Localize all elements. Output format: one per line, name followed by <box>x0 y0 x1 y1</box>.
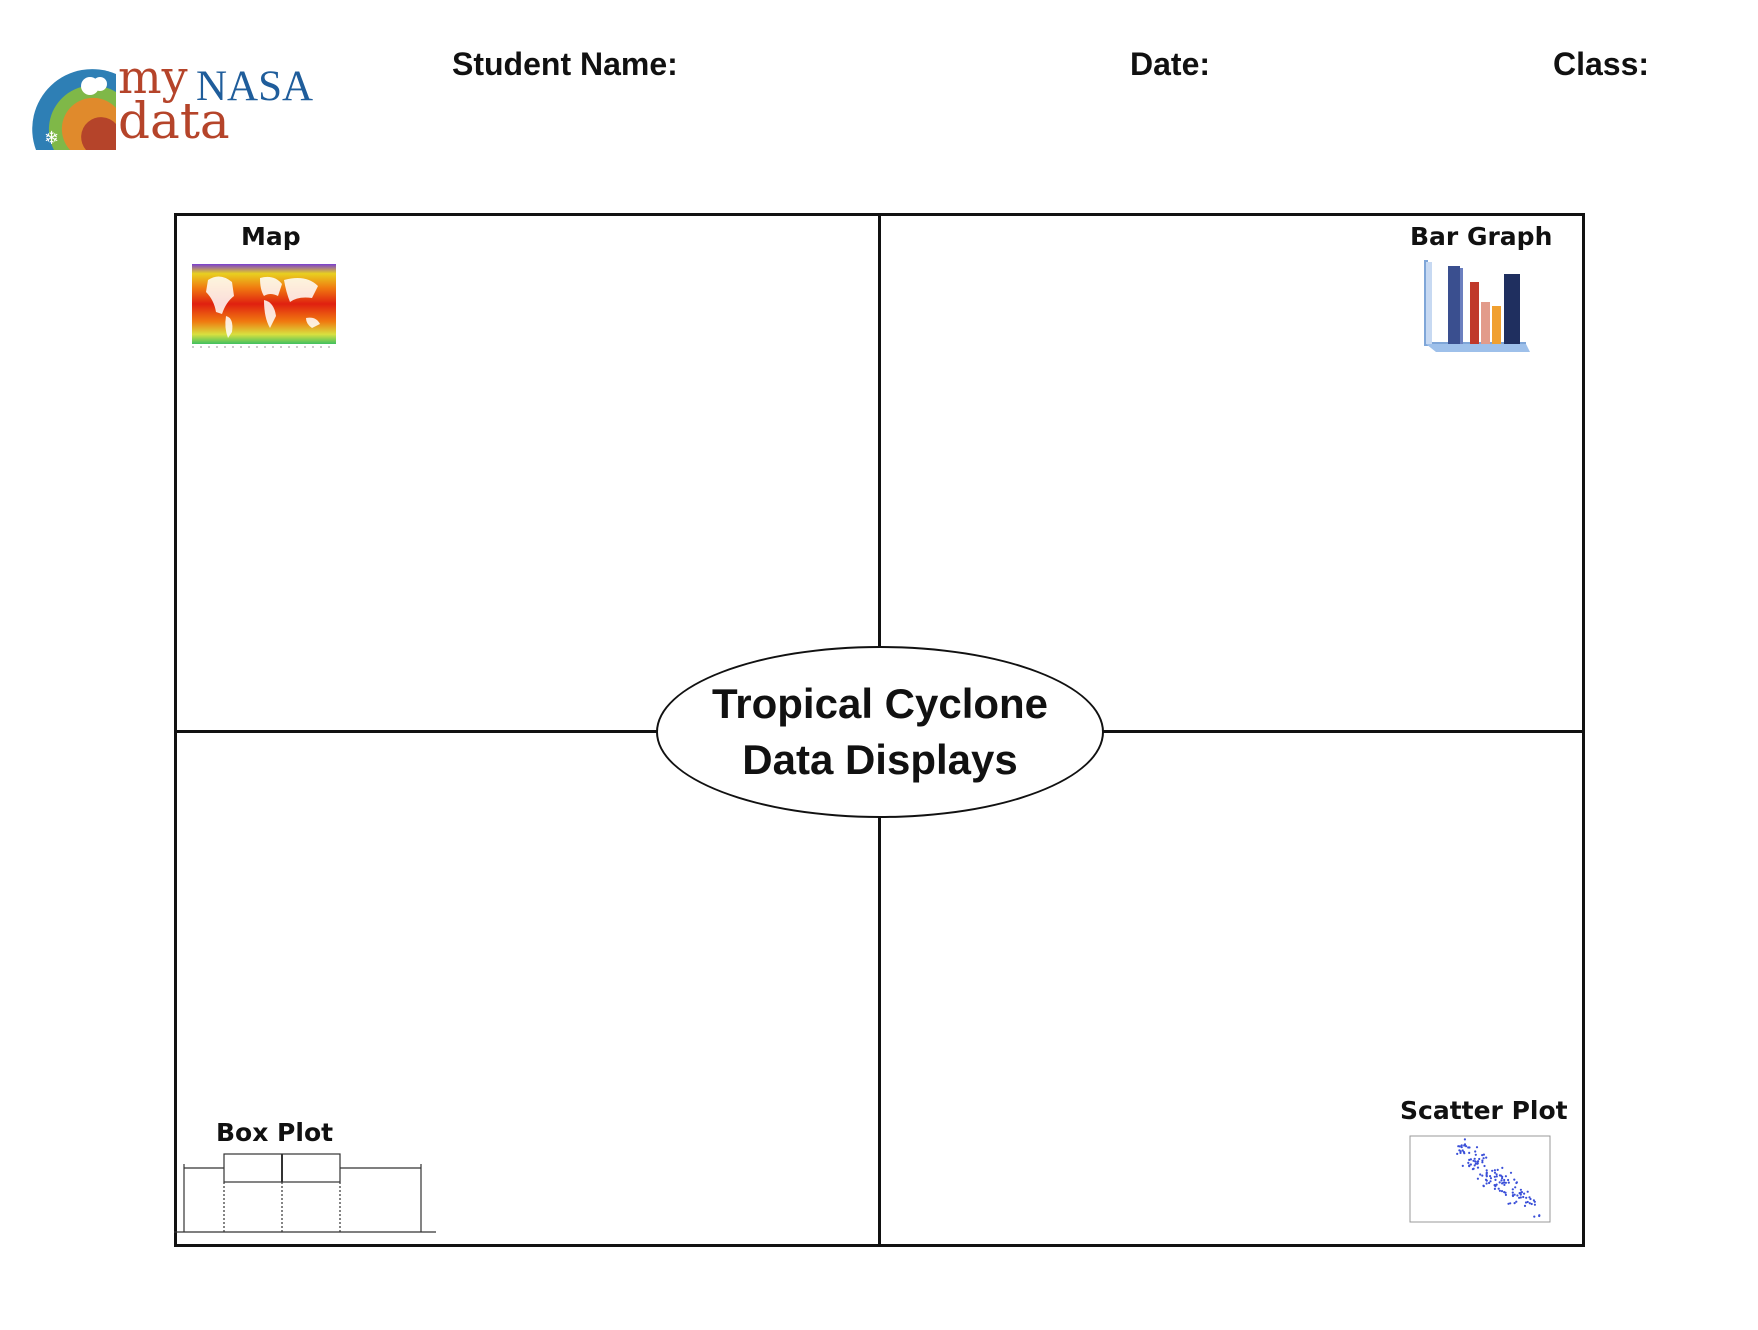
scatter-thumb-dot <box>1527 1191 1529 1193</box>
scatter-thumb-dot <box>1510 1172 1512 1174</box>
scatter-thumb-dot <box>1489 1180 1491 1182</box>
scatter-thumb-dot <box>1516 1194 1518 1196</box>
scatter-thumb-dot <box>1461 1146 1463 1148</box>
scatter-thumb-dot <box>1503 1179 1505 1181</box>
scatter-thumb-dot <box>1465 1145 1467 1147</box>
scatter-thumb-dot <box>1486 1175 1488 1177</box>
scatter-thumb-dot <box>1489 1175 1491 1177</box>
bar-graph-icon <box>1418 258 1536 354</box>
scatter-thumb-dot <box>1512 1192 1514 1194</box>
scatter-thumb-dot <box>1494 1172 1496 1174</box>
box-plot-icon <box>174 1148 440 1234</box>
scatter-thumb-dot <box>1482 1185 1484 1187</box>
mynasadata-logo <box>30 50 320 154</box>
scatter-thumb-dot <box>1505 1175 1507 1177</box>
scatter-thumb-dot <box>1494 1179 1496 1181</box>
scatter-thumb-dot <box>1538 1214 1540 1216</box>
scatter-thumb-dot <box>1524 1205 1526 1207</box>
scatter-thumb-dot <box>1504 1192 1506 1194</box>
scatter-thumb-dot <box>1472 1168 1474 1170</box>
scatter-thumb-dot <box>1523 1193 1525 1195</box>
scatter-thumb-dot <box>1468 1146 1470 1148</box>
scatter-thumb-dot <box>1486 1180 1488 1182</box>
scatter-thumb-dot <box>1483 1157 1485 1159</box>
date-label: Date: <box>1130 46 1211 82</box>
student-name-label: Student Name: <box>452 46 678 82</box>
scatter-thumb-dot <box>1477 1160 1479 1162</box>
scatter-thumb-dot <box>1500 1179 1502 1181</box>
scatter-thumb-dot <box>1505 1182 1507 1184</box>
scatter-thumb-dot <box>1477 1167 1479 1169</box>
scatter-thumb-dot <box>1462 1165 1464 1167</box>
scatter-plot-quadrant-label: Scatter Plot <box>1400 1096 1568 1125</box>
scatter-thumb-dot <box>1531 1203 1533 1205</box>
scatter-plot-icon <box>1402 1134 1554 1232</box>
scatter-thumb-dot <box>1475 1154 1477 1156</box>
scatter-thumb-dot <box>1507 1179 1509 1181</box>
scatter-thumb-dot <box>1503 1184 1505 1186</box>
scatter-thumb-dot <box>1501 1167 1503 1169</box>
svg-text:❄: ❄ <box>44 128 60 149</box>
scatter-thumb-dot <box>1485 1157 1487 1159</box>
scatter-thumb-dot <box>1499 1174 1501 1176</box>
scatter-thumb-dot <box>1499 1190 1501 1192</box>
scatter-thumb-dot <box>1512 1188 1514 1190</box>
class-label: Class: <box>1553 46 1650 82</box>
scatter-thumb-dot <box>1499 1181 1501 1183</box>
scatter-thumb-dot <box>1463 1152 1465 1154</box>
scatter-thumb-dot <box>1520 1189 1522 1191</box>
scatter-thumb-dot <box>1508 1182 1510 1184</box>
scatter-thumb-dot <box>1468 1152 1470 1154</box>
scatter-thumb-dot <box>1520 1191 1522 1193</box>
scatter-thumb-dot <box>1501 1190 1503 1192</box>
scatter-thumb-dot <box>1486 1182 1488 1184</box>
scatter-thumb-dot <box>1475 1163 1477 1165</box>
scatter-thumb-dot <box>1514 1194 1516 1196</box>
logo-data-text: data <box>118 92 230 150</box>
scatter-thumb-dot <box>1468 1165 1470 1167</box>
scatter-thumb-dot <box>1515 1201 1517 1203</box>
logo-my-text: my <box>118 50 188 104</box>
box-plot-quadrant-label: Box Plot <box>216 1118 334 1147</box>
scatter-thumb-dot <box>1456 1153 1458 1155</box>
scatter-thumb-dot <box>1514 1186 1516 1188</box>
scatter-thumb-dot <box>1516 1181 1518 1183</box>
scatter-thumb-dot <box>1496 1175 1498 1177</box>
scatter-thumb-dot <box>1483 1165 1485 1167</box>
scatter-thumb-dot <box>1501 1176 1503 1178</box>
scatter-thumb-dot <box>1486 1169 1488 1171</box>
scatter-thumb-dot <box>1476 1146 1478 1148</box>
scatter-thumb-dot <box>1481 1175 1483 1177</box>
scatter-thumb-dot <box>1491 1170 1493 1172</box>
scatter-thumb-dot <box>1477 1178 1479 1180</box>
scatter-thumb-dot <box>1490 1177 1492 1179</box>
map-quadrant-label: Map <box>241 222 301 251</box>
scatter-thumb-dot <box>1464 1138 1466 1140</box>
scatter-thumb-dot <box>1534 1204 1536 1206</box>
scatter-thumb-dot <box>1513 1179 1515 1181</box>
scatter-thumb-dot <box>1474 1158 1476 1160</box>
scatter-thumb-dot <box>1488 1182 1490 1184</box>
scatter-thumb-dot <box>1518 1197 1520 1199</box>
scatter-thumb-dot <box>1494 1184 1496 1186</box>
scatter-thumb-dot <box>1529 1202 1531 1204</box>
scatter-thumb-dot <box>1460 1150 1462 1152</box>
scatter-thumb-dot <box>1502 1182 1504 1184</box>
scatter-thumb-dot <box>1470 1163 1472 1165</box>
scatter-thumb-dot <box>1496 1173 1498 1175</box>
scatter-thumb-dot <box>1533 1216 1535 1218</box>
scatter-thumb-dot <box>1474 1150 1476 1152</box>
central-topic-line-1: Tropical Cyclone <box>711 680 1049 727</box>
scatter-thumb-dot <box>1529 1198 1531 1200</box>
central-topic-line-2: Data Displays <box>742 736 1018 783</box>
scatter-thumb-dot <box>1474 1164 1476 1166</box>
scatter-thumb-dot <box>1498 1188 1500 1190</box>
scatter-thumb-dot <box>1494 1169 1496 1171</box>
scatter-thumb-dot <box>1509 1202 1511 1204</box>
scatter-thumb-dot <box>1470 1158 1472 1160</box>
heat-map-icon <box>190 262 338 350</box>
scatter-thumb-dot <box>1467 1162 1469 1164</box>
scatter-thumb-dot <box>1505 1194 1507 1196</box>
logo-nasa-text: NASA <box>196 63 314 110</box>
scatter-thumb-dot <box>1514 1202 1516 1204</box>
central-topic-ellipse <box>656 646 1104 818</box>
scatter-thumb-dot <box>1497 1169 1499 1171</box>
scatter-thumb-dot <box>1520 1194 1522 1196</box>
bar-graph-quadrant-label: Bar Graph <box>1410 222 1553 251</box>
scatter-thumb-dot <box>1472 1160 1474 1162</box>
scatter-thumb-dot <box>1494 1176 1496 1178</box>
scatter-thumb-dot <box>1483 1154 1485 1156</box>
scatter-thumb-dot <box>1527 1201 1529 1203</box>
scatter-thumb-dot <box>1522 1196 1524 1198</box>
scatter-thumb-dot <box>1481 1161 1483 1163</box>
scatter-thumb-dot <box>1479 1173 1481 1175</box>
scatter-thumb-dot <box>1494 1188 1496 1190</box>
scatter-thumb-dot <box>1478 1158 1480 1160</box>
scatter-thumb-dot <box>1464 1143 1466 1145</box>
scatter-thumb-dot <box>1525 1197 1527 1199</box>
scatter-thumb-dot <box>1533 1199 1535 1201</box>
scatter-thumb-dot <box>1457 1145 1459 1147</box>
